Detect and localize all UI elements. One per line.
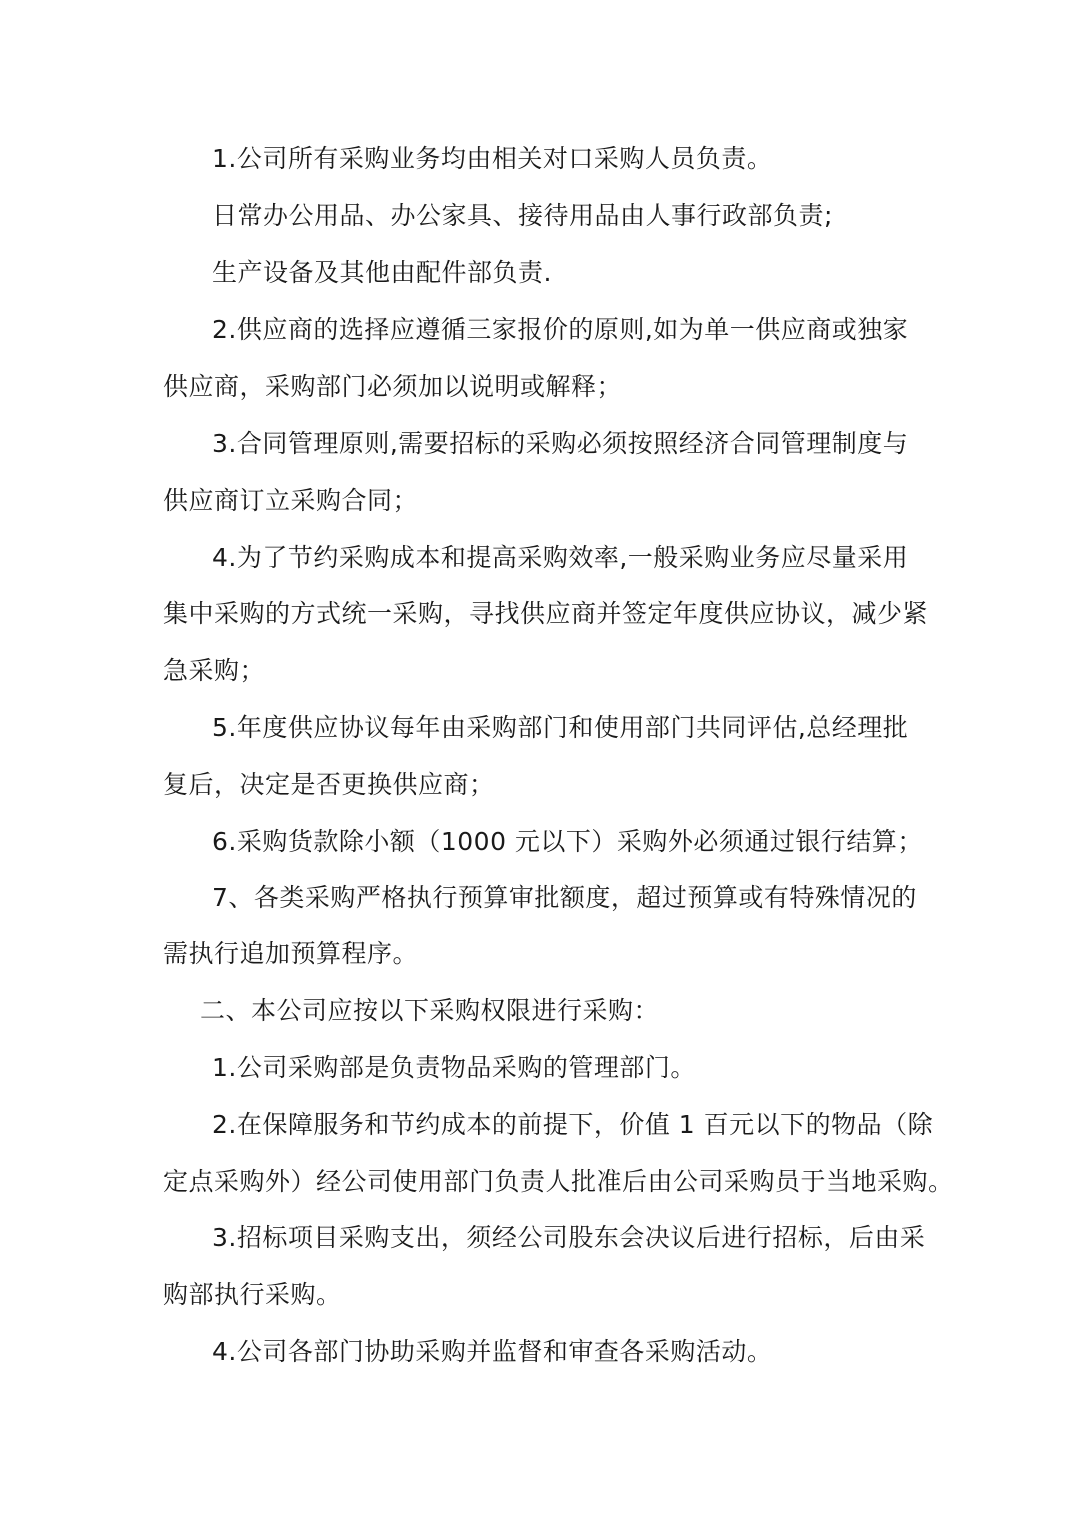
text-line-11: 5.年度供应协议每年由采购部门和使用部门共同评估,总经理批 — [212, 713, 909, 742]
text-line-10: 急采购； — [163, 656, 266, 685]
text-line-8: 4.为了节约采购成本和提高采购效率,一般采购业务应尽量采用 — [212, 543, 909, 572]
text-line-14: 7、各类采购严格执行预算审批额度，超过预算或有特殊情况的 — [212, 883, 917, 912]
text-line-2: 日常办公用品、办公家具、接待用品由人事行政部负责; — [212, 201, 833, 230]
text-line-15: 需执行追加预算程序。 — [163, 939, 419, 968]
text-line-22: 4.公司各部门协助采购并监督和审查各采购活动。 — [212, 1337, 773, 1366]
text-line-6: 3.合同管理原则,需要招标的采购必须按照经济合同管理制度与 — [212, 429, 909, 458]
text-line-3: 生产设备及其他由配件部负责. — [212, 258, 552, 287]
text-line-9: 集中采购的方式统一采购，寻找供应商并签定年度供应协议，减少紧 — [163, 599, 929, 628]
text-line-13: 6.采购货款除小额（1000 元以下）采购外必须通过银行结算； — [212, 827, 923, 856]
text-line-4: 2.供应商的选择应遵循三家报价的原则,如为单一供应商或独家 — [212, 315, 909, 344]
text-line-19: 定点采购外）经公司使用部门负责人批准后由公司采购员于当地采购。 — [163, 1167, 954, 1196]
text-line-12: 复后，决定是否更换供应商； — [163, 770, 495, 799]
text-line-1: 1.公司所有采购业务均由相关对口采购人员负责。 — [212, 144, 773, 173]
text-line-18: 2.在保障服务和节约成本的前提下，价值 1 百元以下的物品（除 — [212, 1110, 934, 1139]
text-line-17: 1.公司采购部是负责物品采购的管理部门。 — [212, 1053, 696, 1082]
text-line-7: 供应商订立采购合同； — [163, 486, 419, 515]
text-line-5: 供应商，采购部门必须加以说明或解释； — [163, 372, 623, 401]
section-heading-2: 二、本公司应按以下采购权限进行采购： — [200, 996, 660, 1025]
text-line-20: 3.招标项目采购支出，须经公司股东会决议后进行招标，后由采 — [212, 1223, 926, 1252]
text-line-21: 购部执行采购。 — [163, 1280, 342, 1309]
